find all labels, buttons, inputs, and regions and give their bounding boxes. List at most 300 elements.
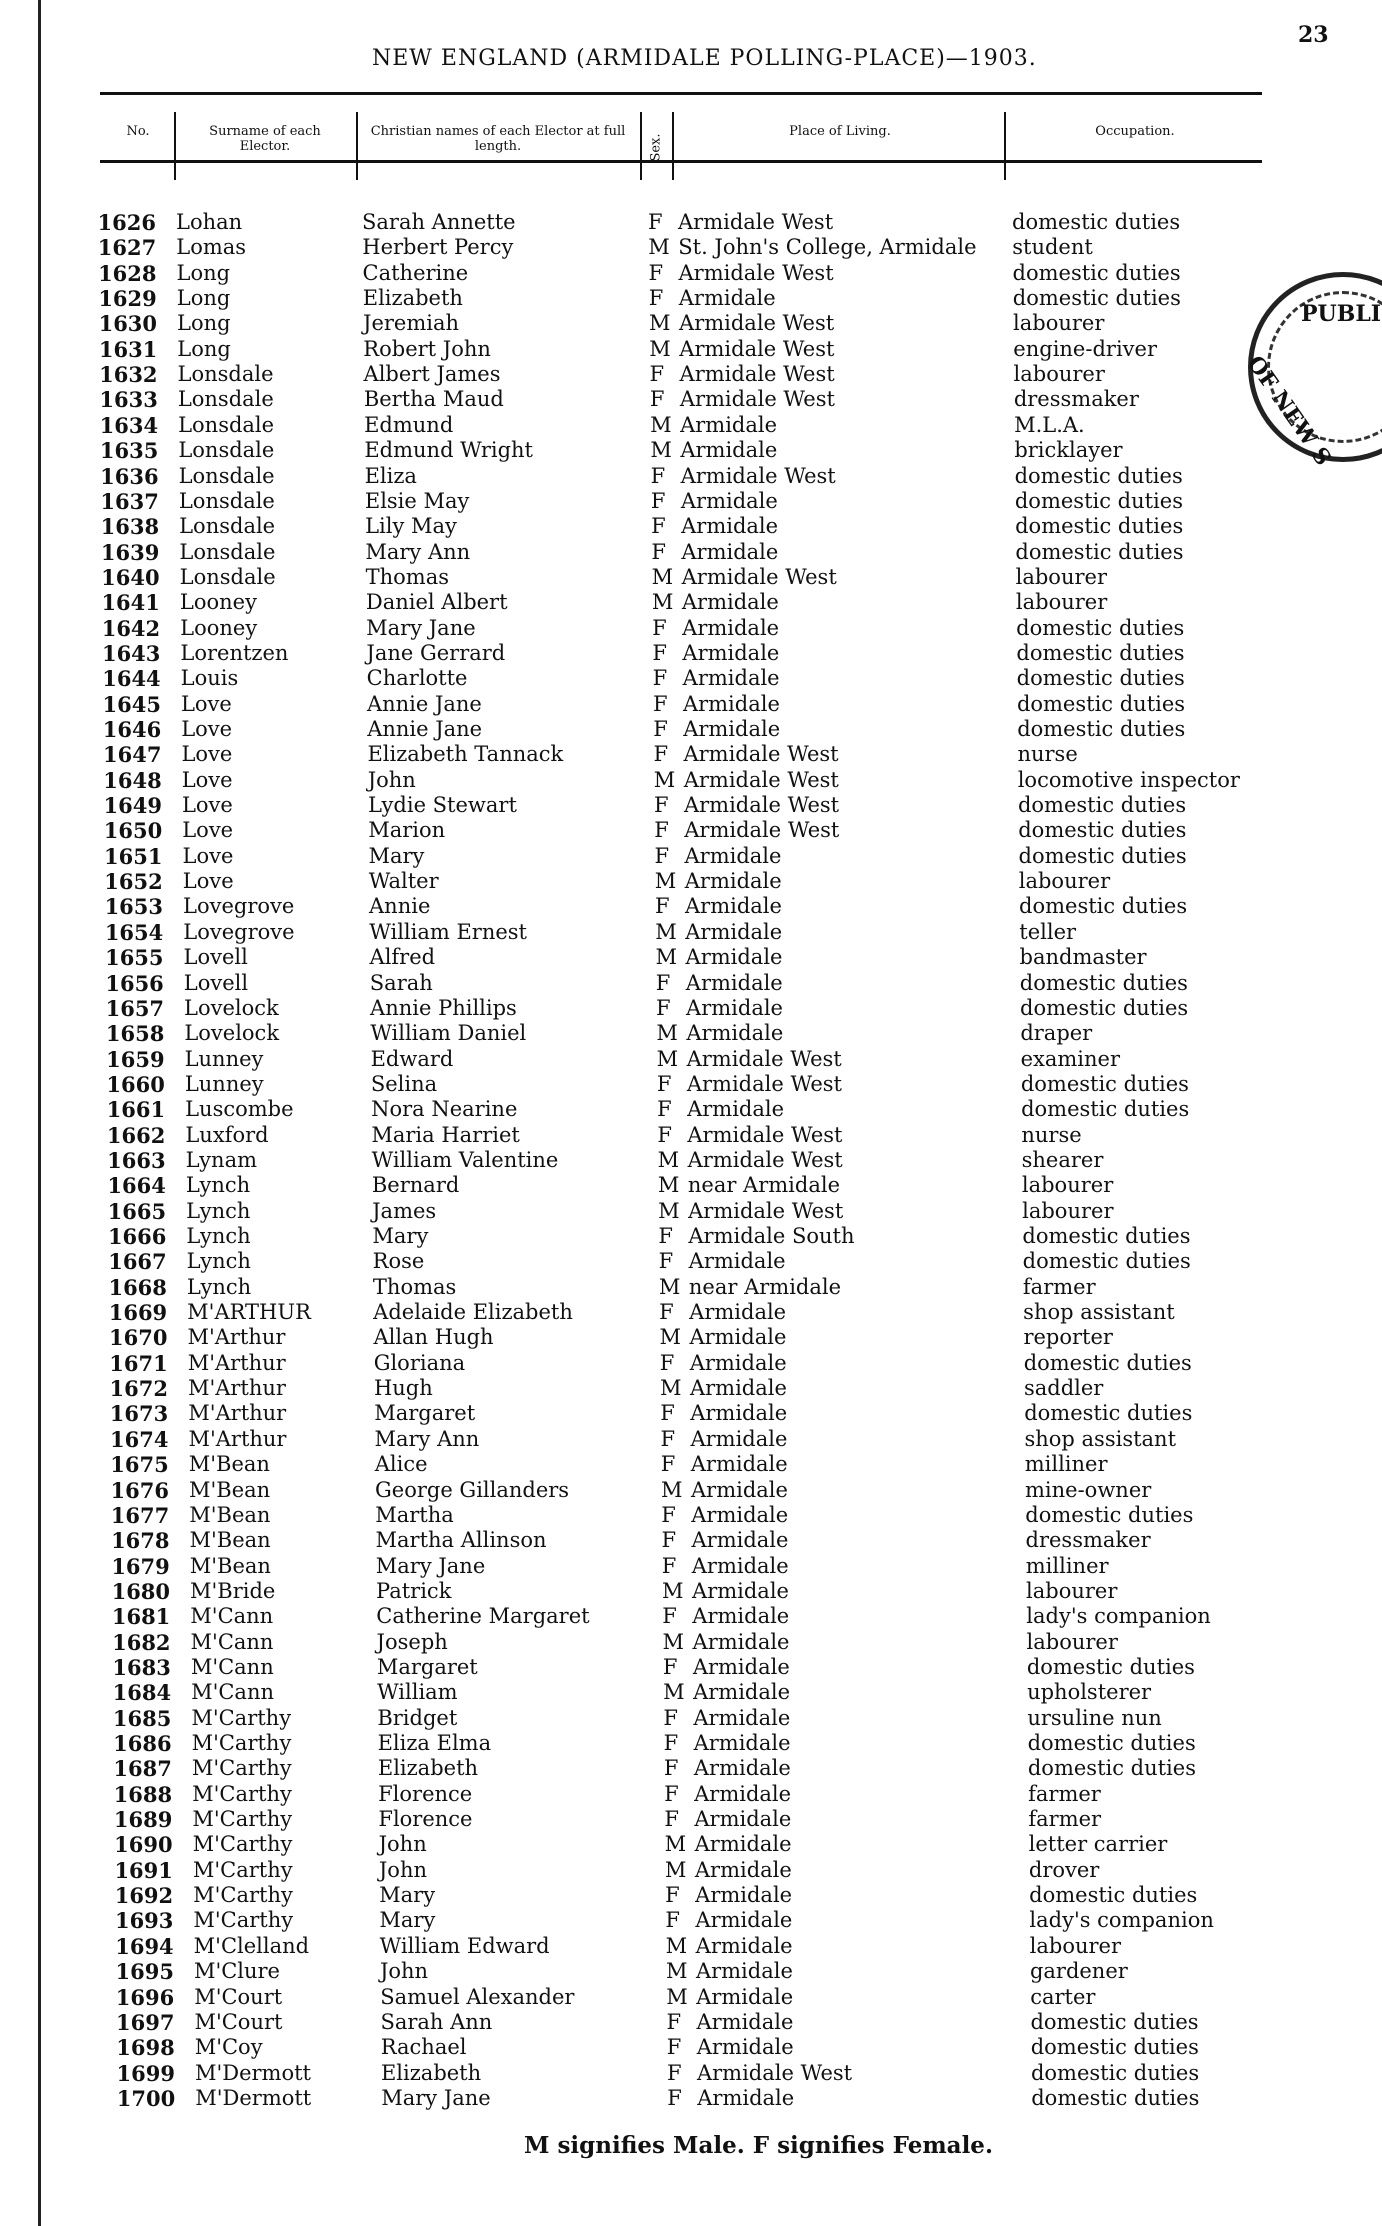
sex: M [657, 1147, 680, 1172]
elector-number: 1680 [111, 1578, 171, 1604]
elector-row [0, 1376, 1382, 1401]
surname: M'Carthy [191, 1705, 292, 1730]
elector-row [0, 1173, 1382, 1198]
elector-number: 1681 [111, 1604, 171, 1630]
occupation: reporter [1023, 1325, 1113, 1350]
elector-number: 1696 [115, 1984, 175, 2010]
surname: M'Dermott [194, 2060, 311, 2085]
sex: M [651, 590, 674, 615]
christian-names: Eliza [364, 463, 417, 488]
christian-names: Elizabeth [362, 286, 463, 311]
elector-number: 1664 [107, 1173, 166, 1199]
elector-row [0, 362, 1382, 387]
occupation: domestic duties [1020, 1071, 1189, 1096]
surname: Looney [179, 590, 257, 615]
place-of-living: Armidale [680, 488, 778, 513]
elector-number: 1660 [106, 1071, 165, 1097]
christian-names: John [378, 1857, 428, 1882]
elector-row [0, 2010, 1382, 2035]
elector-number: 1628 [98, 260, 157, 286]
place-of-living: Armidale [695, 1933, 793, 1958]
christian-names: Alfred [369, 945, 436, 970]
elector-number: 1640 [101, 564, 160, 590]
surname: M'Bean [189, 1553, 271, 1578]
elector-number: 1632 [99, 362, 158, 388]
elector-row [0, 1782, 1382, 1807]
elector-number: 1657 [105, 995, 165, 1021]
christian-names: Maria Harriet [371, 1122, 520, 1147]
christian-names: Elizabeth [377, 1756, 479, 1781]
sex: F [653, 717, 668, 741]
place-of-living: Armidale West [686, 1046, 842, 1071]
column-divider [640, 112, 642, 180]
sex: M [656, 1046, 679, 1071]
christian-names: Herbert Percy [362, 235, 514, 260]
surname: Love [180, 691, 232, 716]
christian-names: Joseph [376, 1629, 448, 1654]
elector-number: 1663 [107, 1147, 166, 1173]
surname: Looney [180, 615, 258, 640]
sex: M [659, 1325, 681, 1350]
sex: F [665, 1883, 680, 1908]
place-of-living: Armidale [691, 1553, 789, 1578]
christian-names: William Edward [379, 1933, 550, 1958]
occupation: labourer [1022, 1198, 1114, 1223]
occupation: shop assistant [1023, 1300, 1175, 1325]
christian-names: Annie Jane [367, 717, 483, 741]
place-of-living: Armidale [685, 945, 783, 970]
elector-row [0, 413, 1382, 438]
elector-row [0, 1503, 1382, 1528]
occupation: domestic duties [1016, 691, 1186, 716]
elector-row [0, 311, 1382, 336]
occupation: domestic duties [1030, 2060, 1200, 2085]
elector-row [0, 616, 1382, 641]
place-of-living: Armidale [684, 843, 782, 868]
elector-row [0, 514, 1382, 539]
elector-row [0, 438, 1382, 463]
elector-number: 1694 [115, 1933, 174, 1959]
occupation: domestic duties [1012, 286, 1181, 311]
place-of-living: Armidale [678, 286, 776, 311]
elector-number: 1671 [109, 1350, 168, 1376]
header-sex: Sex. [648, 133, 664, 162]
sex: M [659, 1376, 682, 1401]
elector-row [0, 742, 1382, 767]
elector-row [0, 1985, 1382, 2010]
christian-names: Martha Allinson [375, 1528, 547, 1553]
elector-number: 1631 [98, 336, 158, 362]
elector-row [0, 1401, 1382, 1426]
surname: M'Carthy [192, 1857, 293, 1882]
surname: Long [176, 260, 231, 285]
place-of-living: Armidale [694, 1807, 792, 1832]
occupation: milliner [1024, 1452, 1108, 1477]
surname: Lonsdale [178, 412, 275, 437]
occupation: engine-driver [1013, 336, 1157, 361]
place-of-living: Armidale [690, 1452, 788, 1477]
surname: Lunney [184, 1046, 264, 1071]
sex: F [650, 463, 666, 488]
occupation: domestic duties [1018, 818, 1187, 843]
christian-names: Elizabeth Tannack [367, 742, 564, 767]
sex: F [664, 1781, 679, 1806]
surname: Lorentzen [180, 640, 289, 665]
sex: F [652, 640, 667, 665]
place-of-living: Armidale West [688, 1198, 844, 1223]
elector-number: 1656 [105, 970, 164, 996]
page-title: NEW ENGLAND (ARMIDALE POLLING-PLACE)—1903. [372, 46, 1037, 71]
sex: F [658, 1224, 673, 1248]
elector-row [0, 768, 1382, 793]
elector-row [0, 1706, 1382, 1731]
place-of-living: Armidale [681, 539, 779, 564]
christian-names: Daniel Albert [365, 590, 508, 615]
christian-names: Sarah Ann [380, 2009, 493, 2034]
elector-number: 1699 [116, 2060, 175, 2086]
sex: M [653, 767, 676, 792]
sex: F [658, 1249, 674, 1274]
elector-row [0, 2035, 1382, 2060]
sex: F [651, 514, 666, 539]
surname: Lonsdale [177, 387, 274, 412]
sex: F [657, 1122, 672, 1147]
stamp-text: PUBLI [1301, 301, 1382, 327]
surname: M'Clure [193, 1959, 280, 1984]
christian-names: Florence [378, 1807, 473, 1832]
surname: Lohan [176, 210, 243, 234]
occupation: domestic duties [1020, 995, 1189, 1020]
place-of-living: Armidale [692, 1654, 790, 1679]
place-of-living: Armidale [688, 1249, 786, 1274]
christian-names: Mary Ann [374, 1426, 480, 1451]
occupation: farmer [1028, 1807, 1102, 1832]
sex: F [661, 1553, 677, 1578]
elector-number: 1684 [112, 1680, 172, 1706]
surname: Louis [180, 666, 239, 691]
surname: Lonsdale [179, 514, 276, 539]
elector-row [0, 945, 1382, 970]
occupation: shearer [1021, 1147, 1104, 1172]
christian-names: Adelaide Elizabeth [373, 1300, 573, 1325]
elector-row [0, 1832, 1382, 1857]
place-of-living: Armidale [687, 1097, 785, 1122]
sex: F [653, 793, 669, 818]
sex: F [652, 691, 668, 716]
christian-names: Bridget [377, 1705, 458, 1730]
elector-number: 1653 [104, 894, 164, 920]
column-divider [174, 112, 176, 180]
elector-row [0, 1224, 1382, 1249]
occupation: domestic duties [1012, 260, 1181, 285]
place-of-living: Armidale [685, 970, 783, 995]
place-of-living: Armidale [681, 514, 779, 539]
elector-row [0, 1680, 1382, 1705]
elector-row [0, 489, 1382, 514]
sex: F [664, 1807, 679, 1832]
column-divider [672, 112, 674, 180]
place-of-living: Armidale [682, 640, 780, 665]
elector-number: 1635 [99, 438, 159, 464]
surname: Lonsdale [178, 463, 275, 488]
surname: Lovegrove [183, 894, 295, 919]
occupation: carter [1030, 1984, 1096, 2009]
elector-row [0, 971, 1382, 996]
christian-names: Elizabeth [380, 2060, 482, 2085]
elector-row [0, 1858, 1382, 1883]
elector-number: 1691 [114, 1857, 173, 1883]
surname: Long [176, 286, 231, 311]
elector-row [0, 2086, 1382, 2111]
occupation: domestic duties [1026, 1654, 1195, 1679]
occupation: farmer [1022, 1274, 1096, 1299]
elector-row [0, 1478, 1382, 1503]
elector-number: 1692 [114, 1883, 174, 1909]
surname: M'Carthy [191, 1731, 292, 1755]
sex: M [664, 1857, 687, 1882]
sex: M [662, 1578, 684, 1603]
elector-number: 1674 [110, 1426, 169, 1452]
occupation: dressmaker [1025, 1528, 1151, 1553]
elector-number: 1652 [104, 869, 163, 895]
sex: F [651, 539, 666, 564]
christian-names: Eliza Elma [377, 1731, 492, 1755]
christian-names: Thomas [372, 1274, 457, 1299]
sex: M [665, 1959, 688, 1984]
occupation: domestic duties [1025, 1502, 1194, 1527]
occupation: saddler [1023, 1376, 1104, 1401]
header-surname: Surname of each Elector. [209, 124, 321, 154]
surname: M'Carthy [192, 1807, 293, 1832]
elector-row [0, 210, 1382, 235]
occupation: nurse [1017, 742, 1078, 767]
occupation: domestic duties [1030, 2035, 1199, 2060]
elector-row [0, 2061, 1382, 2086]
elector-number: 1630 [98, 311, 158, 337]
christian-names: Florence [378, 1781, 473, 1806]
sex: M [663, 1680, 685, 1705]
elector-row [0, 996, 1382, 1021]
christian-names: Charlotte [366, 666, 468, 691]
surname: M'Bride [190, 1578, 276, 1603]
elector-number: 1678 [111, 1528, 170, 1554]
place-of-living: Armidale [685, 894, 782, 919]
place-of-living: Armidale West [679, 362, 835, 387]
christian-names: Marion [368, 818, 446, 843]
surname: M'Cann [190, 1604, 274, 1629]
surname: Lynch [186, 1274, 252, 1299]
elector-row [0, 1883, 1382, 1908]
christian-names: Mary Jane [375, 1553, 486, 1578]
occupation: domestic duties [1015, 514, 1184, 539]
sex: F [660, 1426, 676, 1451]
sex: F [660, 1401, 675, 1426]
christian-names: Annie Phillips [370, 995, 517, 1020]
sex: F [662, 1604, 677, 1629]
sex: M [651, 564, 674, 589]
surname: Lomas [176, 235, 247, 260]
occupation: locomotive inspector [1017, 767, 1240, 792]
elector-row [0, 1579, 1382, 1604]
surname: Lunney [184, 1071, 264, 1096]
place-of-living: Armidale [692, 1629, 790, 1654]
place-of-living: Armidale West [683, 767, 839, 792]
occupation: domestic duties [1031, 2085, 1200, 2110]
place-of-living: Armidale West [679, 336, 835, 361]
place-of-living: near Armidale [688, 1274, 842, 1299]
christian-names: Thomas [365, 564, 450, 589]
elector-row [0, 1630, 1382, 1655]
surname: M'Court [194, 1984, 283, 2009]
elector-number: 1634 [99, 412, 159, 438]
surname: Lynam [185, 1147, 258, 1172]
header-no: No. [126, 124, 150, 139]
sex: F [652, 666, 668, 691]
sex: M [658, 1198, 680, 1223]
surname: Lonsdale [179, 564, 276, 589]
christian-names: Robert John [363, 336, 491, 361]
sex: F [649, 362, 665, 387]
page-number: 23 [1298, 22, 1329, 48]
elector-number: 1650 [103, 818, 163, 844]
elector-number: 1685 [112, 1705, 172, 1731]
sex: F [666, 2035, 682, 2060]
surname: Lonsdale [177, 362, 274, 387]
sex: F [654, 818, 669, 843]
occupation: domestic duties [1022, 1249, 1191, 1274]
place-of-living: Armidale [696, 2009, 794, 2034]
sex: F [662, 1654, 678, 1679]
surname: Lonsdale [178, 438, 275, 463]
surname: M'Clelland [193, 1933, 310, 1958]
elector-row [0, 894, 1382, 919]
occupation: draper [1020, 1021, 1093, 1046]
christian-names: Lily May [365, 514, 457, 539]
elector-row [0, 1123, 1382, 1148]
place-of-living: near Armidale [687, 1173, 841, 1198]
place-of-living: Armidale [691, 1477, 788, 1502]
elector-row [0, 1300, 1382, 1325]
surname: M'Arthur [187, 1376, 286, 1401]
elector-number: 1698 [116, 2035, 175, 2061]
sex: M [666, 1984, 688, 2009]
christian-names: Mary [372, 1224, 429, 1248]
elector-number: 1643 [101, 640, 161, 666]
elector-number: 1675 [110, 1452, 169, 1478]
elector-number: 1627 [97, 235, 157, 261]
elector-number: 1693 [114, 1908, 174, 1934]
elector-row [0, 1908, 1382, 1933]
elector-number: 1638 [100, 514, 160, 540]
place-of-living: Armidale [689, 1325, 787, 1350]
elector-row [0, 1807, 1382, 1832]
place-of-living: Armidale [690, 1426, 788, 1451]
elector-row [0, 540, 1382, 565]
place-of-living: Armidale [690, 1401, 788, 1426]
christian-names: Mary Jane [366, 615, 476, 640]
christian-names: John [379, 1959, 429, 1984]
elector-number: 1688 [113, 1781, 173, 1807]
elector-row [0, 1554, 1382, 1579]
christian-names: William Valentine [371, 1147, 559, 1172]
place-of-living: Armidale [689, 1350, 787, 1375]
sex: F [660, 1452, 676, 1477]
christian-names: Samuel Alexander [380, 1984, 575, 2009]
header-christian-names: Christian names of each Elector at full length. [370, 124, 626, 154]
elector-row [0, 1047, 1382, 1072]
elector-row [0, 1959, 1382, 1984]
place-of-living: Armidale [691, 1528, 789, 1553]
elector-row [0, 666, 1382, 691]
place-of-living: Armidale [693, 1756, 791, 1781]
occupation: examiner [1020, 1046, 1120, 1071]
elector-row [0, 844, 1382, 869]
elector-number: 1644 [102, 666, 161, 692]
occupation: labourer [1021, 1173, 1114, 1198]
christian-names: Catherine Margaret [376, 1604, 590, 1629]
christian-names: Mary Jane [381, 2085, 491, 2110]
sex: M [658, 1274, 681, 1299]
place-of-living: St. John's College, Armidale [678, 235, 977, 260]
sex: F [648, 286, 664, 311]
sex: F [661, 1502, 676, 1527]
surname: Luscombe [185, 1097, 294, 1122]
sex: M [657, 1173, 680, 1198]
place-of-living: Armidale West [683, 793, 840, 818]
place-of-living: Armidale [685, 919, 783, 944]
place-of-living: Armidale West [678, 210, 834, 234]
occupation: labourer [1013, 362, 1105, 387]
occupation: domestic duties [1024, 1401, 1193, 1426]
surname: Lynch [186, 1224, 251, 1248]
surname: M'Arthur [187, 1350, 286, 1375]
surname: Love [182, 818, 234, 843]
occupation: nurse [1021, 1122, 1082, 1147]
sex: F [663, 1705, 678, 1730]
place-of-living: Armidale [680, 438, 778, 463]
christian-names: Bernard [371, 1173, 460, 1198]
elector-row [0, 1351, 1382, 1376]
place-of-living: Armidale [691, 1502, 789, 1527]
stamp-text: OF NEW S [1241, 351, 1337, 471]
occupation: mine-owner [1025, 1477, 1152, 1502]
sex: F [666, 2060, 682, 2085]
elector-number: 1668 [108, 1274, 167, 1300]
sex: F [657, 1097, 672, 1122]
elector-number: 1654 [104, 919, 164, 945]
sex: F [667, 2085, 682, 2110]
place-of-living: Armidale [682, 691, 780, 716]
place-of-living: Armidale South [688, 1224, 855, 1248]
elector-number: 1651 [104, 843, 163, 869]
surname: M'Cann [190, 1629, 274, 1654]
surname: Long [177, 311, 231, 336]
place-of-living: Armidale West [679, 387, 835, 412]
elector-row [0, 387, 1382, 412]
occupation: domestic duties [1027, 1756, 1196, 1781]
elector-number: 1690 [114, 1832, 173, 1858]
surname: M'Carthy [193, 1883, 293, 1908]
elector-row [0, 1604, 1382, 1629]
sex: F [653, 742, 669, 767]
occupation: dressmaker [1013, 387, 1139, 412]
surname: M'Cann [191, 1680, 274, 1705]
elector-row [0, 1655, 1382, 1680]
elector-row [0, 337, 1382, 362]
place-of-living: Armidale [693, 1680, 791, 1705]
surname: Lovelock [184, 1021, 280, 1046]
occupation: domestic duties [1030, 2009, 1199, 2034]
